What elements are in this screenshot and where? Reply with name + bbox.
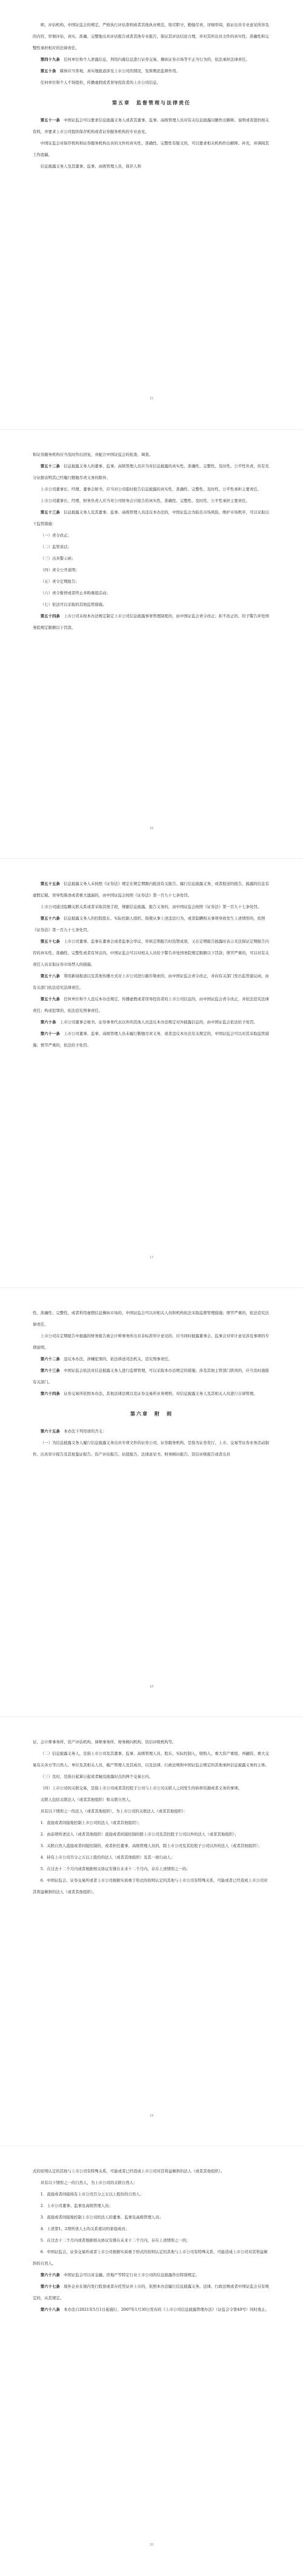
- paragraph: [33, 901, 270, 913]
- paragraph: [33, 1017, 270, 1028]
- article-number: 第五十二条: [40, 464, 60, 469]
- paragraph: [33, 1840, 270, 1852]
- article-number: 第五十八条: [40, 974, 60, 978]
- paragraph-text: 媒体应当客观、真实地报道涉及上市公司的情况，发挥舆论监督作用。: [59, 69, 180, 73]
- paragraph-text: 本办法自2021年5月1日起施行。2007年1月30日发布的《上市公司信息披露管理办法》（证监会令第40号）同时废止。: [64, 2307, 270, 2312]
- paragraph: [33, 54, 270, 66]
- paragraph-text: 中国证监会可以对金融、房地产等特定行业上市公司的信息披露作出特别规定。: [64, 2273, 199, 2277]
- article-number: 第六十五条: [40, 1429, 60, 1434]
- paragraph-text: 上市公司董事、监事、高级管理人员未履行勤勉尽责义务，或者违反本办法有关规定的，中国证监会可以对其采取监管措施；情节严重的，依法给予处罚。: [33, 1031, 269, 1048]
- paragraph: [33, 588, 270, 599]
- paragraph: [33, 2212, 270, 2223]
- paragraph: [33, 449, 270, 461]
- paragraph-text: 本办法下列用语的含义：: [64, 1429, 107, 1434]
- paragraph-text: 上市公司未按本办法规定制定上市公司信息披露事务管理制度的，由中国证监会责令改正；拒不改正的，给予警告并处国务院规定限额以下罚款。: [33, 614, 269, 630]
- paragraph-text: 信息披露义务人的董事、监事、高级管理人员应当对信息披露的真实性、准确性、完整性、及时性、公平性负责，但有充分证据表明其已经履行勤勉尽责义务的除外。: [33, 464, 269, 480]
- paragraph-text: （四）上市公司的关联交易，是指上市公司或者其控股子公司与上市公司关联人之间发生的转移资源或者义务的事项。: [40, 1786, 242, 1791]
- article-number: 第六十四条: [40, 1391, 60, 1396]
- paragraph-text: 信息披露义务人及其董事、监事、高级管理人员违反本办法的，中国证监会为防范市场风险，维护市场秩序，可以采取以下监管措施：: [33, 510, 269, 526]
- article-number: 第六十七条: [40, 2284, 60, 2289]
- paragraph-text: 上市公司在定期报告中披露的财务报告被会计师事务所出具非标准审计意见的，应当同时披露董事会、监事会对审计意见涉及事项的专项说明。: [33, 1334, 269, 1350]
- paragraph: [33, 1426, 270, 1437]
- paragraph: [33, 1307, 270, 1330]
- paragraph-text: 信息披露义务人未按照《证券法》规定在规定期限内报送有关报告、履行信息披露义务，或者报送的报告、披露的信息有虚假记载、误导性陈述或者重大遗漏的，由中国证监会按照《证券法》第一百九十七条处罚。: [33, 881, 269, 898]
- paragraph: [33, 1806, 270, 1817]
- paragraph-text: 上市公司董事长、经理、董事会秘书，应当对公司临时报告信息披露的真实性、准确性、完整性、及时性、公平性承担主要责任。: [40, 487, 262, 492]
- paragraph: [33, 115, 270, 138]
- paragraph-text: 4．上述第1、2项所述人士的关系密切的家庭成员；: [40, 2226, 130, 2231]
- paragraph-text: 中国证监会对保荐机构和证券服务机构出具的文件的真实性、准确性、完整性有疑义的，可以要求相关机构作出解释、补充，并调阅其工作底稿。: [33, 141, 269, 157]
- paragraph: [33, 1388, 270, 1400]
- article-number: 第五十条: [40, 69, 56, 73]
- paragraph-text: 3．关联自然人直接或者间接控制的、或者担任董事、高级管理人员的，除上市公司及其控股子公司以外的法人（或者其他组织）；: [40, 1843, 262, 1848]
- paragraph: [33, 971, 270, 994]
- article-number: 第四十九条: [40, 57, 60, 62]
- paragraph-text: （三）及时，是指自起算日起或者触及披露时点的两个交易日内。: [40, 1774, 153, 1779]
- paragraph-text: 2．上市公司董事、监事及高级管理人员；: [40, 2203, 113, 2208]
- paragraph-text: （二）信息披露义务人，是指上市公司及其董事、监事、高级管理人员、股东、实际控制人，收购人，重大资产重组、再融资、重大交易有关各方等自然人、单位及其相关人员，破产管理人及其成员，以及法律、行政法规和中国证监会规定的其他承担信息披露义务的主体。: [33, 1751, 269, 1768]
- page-number: 15: [149, 397, 154, 401]
- paragraph: [33, 1028, 270, 1051]
- paragraph-text: 6．中国证监会、证券交易所或者上市公司根据实质重于形式的原则认定的其他与上市公司有特殊关系，可能或者已经造成上市公司对其利益倾斜的法人（或者其他组织）。: [33, 1878, 268, 1894]
- article-number: 第六十一条: [40, 1031, 60, 1036]
- chapter-heading: 第五章 监督管理与法律责任: [112, 100, 191, 106]
- paragraph-text: 中国证监会可以要求信息披露义务人或者其董事、监事、高级管理人员对有关信息披露问题作出解释、说明或者提供相关资料，并要求上市公司提供保荐机构或者证券服务机构的专业意见。: [33, 118, 269, 134]
- paragraph: [33, 1737, 270, 1748]
- paragraph-text: 证券交易所依照本办法、其他法律法规以及证券交易所业务规则，对信息披露义务人及其相关人员进行自律管理。: [64, 1391, 258, 1396]
- paragraph: [33, 1829, 270, 1840]
- paragraph-text: （五）责令定期报告；: [40, 579, 79, 584]
- article-number: 第六十三条: [40, 1368, 60, 1373]
- article-number: 第六十二条: [40, 1357, 60, 1361]
- document-page: [0, 2146, 303, 2565]
- paragraph-text: 任何单位和个人泄露信息、利用内幕信息进行证券交易、操纵证券市场等不正当行为的，依法承担法律责任。: [64, 57, 250, 62]
- paragraph: [33, 1863, 270, 1875]
- paragraph-text: （一）为信息披露义务人履行信息披露义务出具专项文件的证券公司、证券服务机构，是指为证券发行、上市、交易等证券业务活动制作、出具审计报告及其他鉴证报告、资产评估报告、估值报告、法律意见书、财务顾问报告、资信评级报告或者出具: [33, 1440, 269, 1457]
- paragraph: [33, 2246, 270, 2269]
- paragraph-text: 2．由前项所述法人（或者其他组织）直接或者间接控制的除上市公司及其控股子公司以外的法人（或者其他组织）；: [40, 1832, 239, 1837]
- paragraph-text: 3．直接或者间接地控制上市公司的法人的董事、监事及高级管理人员；: [40, 2215, 163, 2220]
- article-number: 第六十八条: [40, 2307, 60, 2312]
- paragraph-text: 性、准确性、完整性，或者利用虚假信息操纵市场的，中国证监会可以对相关人员和机构依法采取监督管理措施；情节严重的，依法追究法律责任。: [33, 1310, 269, 1327]
- document-page: [0, 0, 303, 419]
- paragraph-text: 5．在过去十二个月内或者根据相关协议安排在未来十二个月内，存在上述情形之一的；: [40, 1866, 190, 1871]
- document-page: [0, 1717, 303, 2136]
- paragraph: [33, 530, 270, 541]
- paragraph: [33, 1437, 270, 1460]
- article-number: 第五十三条: [40, 510, 60, 515]
- article-number: 第五十九条: [40, 997, 60, 1002]
- paragraph-text: （六）责令暂停或者终止并购重组活动；: [40, 591, 110, 595]
- paragraph-text: 1．直接或者间接地控制上市公司的法人（或者其他组织）；: [40, 1820, 142, 1825]
- paragraph: [33, 1794, 270, 1806]
- paragraph-text: 4．持有上市公司百分之五以上股份的法人（或者其他组织）及其一致行动人；: [40, 1855, 175, 1860]
- paragraph-text: 任何单位和个人违反本办法规定，传播虚假或者误导投资者的上市公司信息的，由中国证监会责令改正，并依法追究法律责任；构成犯罪的，依法追究刑事责任。: [33, 997, 269, 1013]
- paragraph: [33, 19, 270, 54]
- document-page: [0, 1287, 303, 1707]
- paragraph: [33, 1852, 270, 1863]
- paragraph: [33, 1354, 270, 1365]
- paragraph-text: 上市公司董事会秘书、证券事务代表以外的其他人员违反本办法规定对外披露信息的，由中国证监会依法给予处罚。: [59, 1020, 258, 1025]
- page-content: [33, 2166, 270, 2316]
- paragraph-text: 证、会计师事务所、资产评估机构、律师事务所、财务顾问机构、资信评级机构等。: [33, 1740, 176, 1744]
- paragraph: [33, 541, 270, 553]
- page-content: [33, 449, 270, 634]
- page-content: [33, 1307, 270, 1460]
- paragraph-text: （一）责令改正；: [40, 533, 72, 538]
- paragraph-text: 6．中国证监会、证券交易所或者上市公司根据实质重于形式的原则认定的其他与上市公司有特殊关系，可能造成上市公司对其利益倾斜的自然人。: [33, 2249, 268, 2266]
- article-number: 第五十六条: [40, 916, 60, 921]
- page-number: 16: [149, 827, 154, 830]
- paragraph-text: （七）依法可以采取的其他监管措施。: [40, 602, 107, 607]
- paragraph-text: 上市公司董事长、经理、财务负责人应当对公司财务会计报告的真实性、准确性、完整性、及时性、公平性承担主要责任。: [40, 498, 250, 503]
- paragraph: [33, 461, 270, 484]
- paragraph: [33, 1783, 270, 1794]
- page-content: [33, 1737, 270, 1898]
- paragraph-text: 境外企业在境内发行股票或者存托凭证并上市的，依照本办法履行信息披露义务。法律、行政法规或者中国证监会另有规定的，从其规定。: [33, 2284, 269, 2300]
- paragraph-text: 信息披露义务人的控股股东、实际控制人组织、指使从事上述违法行为，或者隐瞒相关事项导致发生上述情形的，依照《证券法》第一百九十七条处罚。: [33, 916, 265, 932]
- paragraph: [33, 1330, 270, 1354]
- page-number: 17: [149, 1256, 154, 1259]
- paragraph-text: 式的原则认定的其他与上市公司有特殊关系，可能或者已经造成上市公司对其利益倾斜的法人（或者其他组织）。: [33, 2169, 225, 2174]
- paragraph: [33, 2235, 270, 2246]
- paragraph-text: 5．在过去十二个月内或者根据相关协议安排在未来十二个月内，存在上述情形之一的；: [40, 2238, 190, 2243]
- paragraph: [33, 161, 270, 172]
- page-content: [33, 19, 270, 172]
- paragraph: [33, 994, 270, 1017]
- paragraph-text: 利用新闻报道以及其他传播方式对上市公司进行敲诈勒索的，由中国证监会责令改正，并向有关部门发出监管建议函，由有关部门依法追究法律责任。: [33, 974, 269, 990]
- paragraph: [33, 2223, 270, 2235]
- paragraph-text: 具有以下情形之一的自然人，为上市公司的关联自然人：: [40, 2180, 138, 2185]
- article-number: 第六十六条: [40, 2273, 60, 2277]
- paragraph: [33, 138, 270, 161]
- page-content: [33, 878, 270, 1051]
- paragraph: [33, 77, 270, 89]
- paragraph: [33, 611, 270, 634]
- paragraph-text: 违反本办法，涉嫌犯罪的，依法移送司法机关，追究刑事责任。: [64, 1357, 173, 1361]
- paragraph: [33, 2189, 270, 2200]
- paragraph-text: 中国证监会依法对信息披露义务人进行监督管理，可以采取本办法规定的措施；涉及其他主管部门职责的，应当及时通报有关部门。: [33, 1368, 269, 1385]
- paragraph-text: 和证券服务机构应当及时作出回复，并配合中国证监会的检查、调查。: [33, 452, 153, 457]
- paragraph: [33, 936, 270, 971]
- paragraph: [33, 599, 270, 611]
- paragraph-text: 上市公司董事、监事在董事会或者监事会审议、审核定期报告时投赞成票，又在定期报告披露时表示无法保证定期报告内容的真实性、准确性、完整性或者有异议的，中国证监会可以对相关人员给予警告并处国务院规定限额以下罚款；情节严重的，可以对有关责任人员采取证券市场禁入的措施。: [33, 939, 269, 967]
- paragraph-text: 具有以下情形之一的法人（或者其他组织），为上市公司的关联法人（或者其他组织）：: [40, 1809, 188, 1814]
- paragraph: [33, 576, 270, 588]
- document-page: [0, 858, 303, 1278]
- paragraph: [33, 2281, 270, 2304]
- document-page: [0, 429, 303, 849]
- article-number: 第五十七条: [40, 939, 60, 944]
- paragraph: [33, 2269, 270, 2281]
- paragraph-text: 上市公司通过隐瞒关联关系或者采取其他手段，规避信息披露、报告义务的，由中国证监会按照《证券法》第一百九十七条处罚。: [40, 904, 262, 909]
- page-number: 18: [149, 1685, 154, 1689]
- chapter-heading: 第六章 附 则: [130, 1411, 173, 1417]
- paragraph: [33, 484, 270, 495]
- paragraph: [33, 564, 270, 576]
- paragraph: [33, 495, 270, 507]
- paragraph-text: （四）责令公开说明；: [40, 568, 79, 572]
- paragraph: [33, 2200, 270, 2212]
- paragraph: [33, 553, 270, 564]
- paragraph: [33, 1748, 270, 1771]
- paragraph-text: 1．直接或者间接持有上市公司百分之五以上股份的自然人；: [40, 2192, 144, 2197]
- paragraph-text: 信息披露义务人及其董事、监事、高级管理人员，保荐人和: [40, 164, 141, 169]
- paragraph: [33, 2177, 270, 2189]
- paragraph: [33, 2304, 270, 2316]
- paragraph-text: （二）监管谈话；: [40, 544, 72, 549]
- article-number: 第五十一条: [40, 118, 60, 123]
- article-number: 第五十五条: [40, 881, 60, 886]
- paragraph: [33, 1875, 270, 1898]
- paragraph: [33, 1817, 270, 1829]
- paragraph-text: 任何单位和个人不得提供、传播虚假或者误导投资者的上市公司信息。: [40, 80, 161, 85]
- paragraph: [33, 1365, 270, 1388]
- article-number: 第五十四条: [40, 614, 60, 619]
- paragraph-text: 师、评估机构、中国证监会的规定，严格执行评估准则或者其他执业规范，恪尽职守，勤勉尽责，详细审阅、验证出具专业意见所涉及的内容，审慎评估，真实、准确、完整地出具评估报告或者其他专业报告，保证其评估结论合理，并对其所出具文件的真实性、准确性和完整性承担相应的法律责任。: [33, 22, 269, 50]
- paragraph-text: 关联人包括关联法人（或者其他组织）和关联自然人。: [40, 1797, 134, 1802]
- paragraph: [33, 507, 270, 530]
- page-number: 19: [149, 2114, 154, 2118]
- article-number: 第六十条: [40, 1020, 56, 1025]
- paragraph: [33, 913, 270, 936]
- paragraph: [33, 878, 270, 901]
- paragraph: [33, 66, 270, 77]
- paragraph: [33, 2166, 270, 2177]
- paragraph: [33, 1771, 270, 1783]
- page-number: 20: [149, 2543, 154, 2547]
- paragraph-text: （三）出具警示函；: [40, 556, 76, 561]
